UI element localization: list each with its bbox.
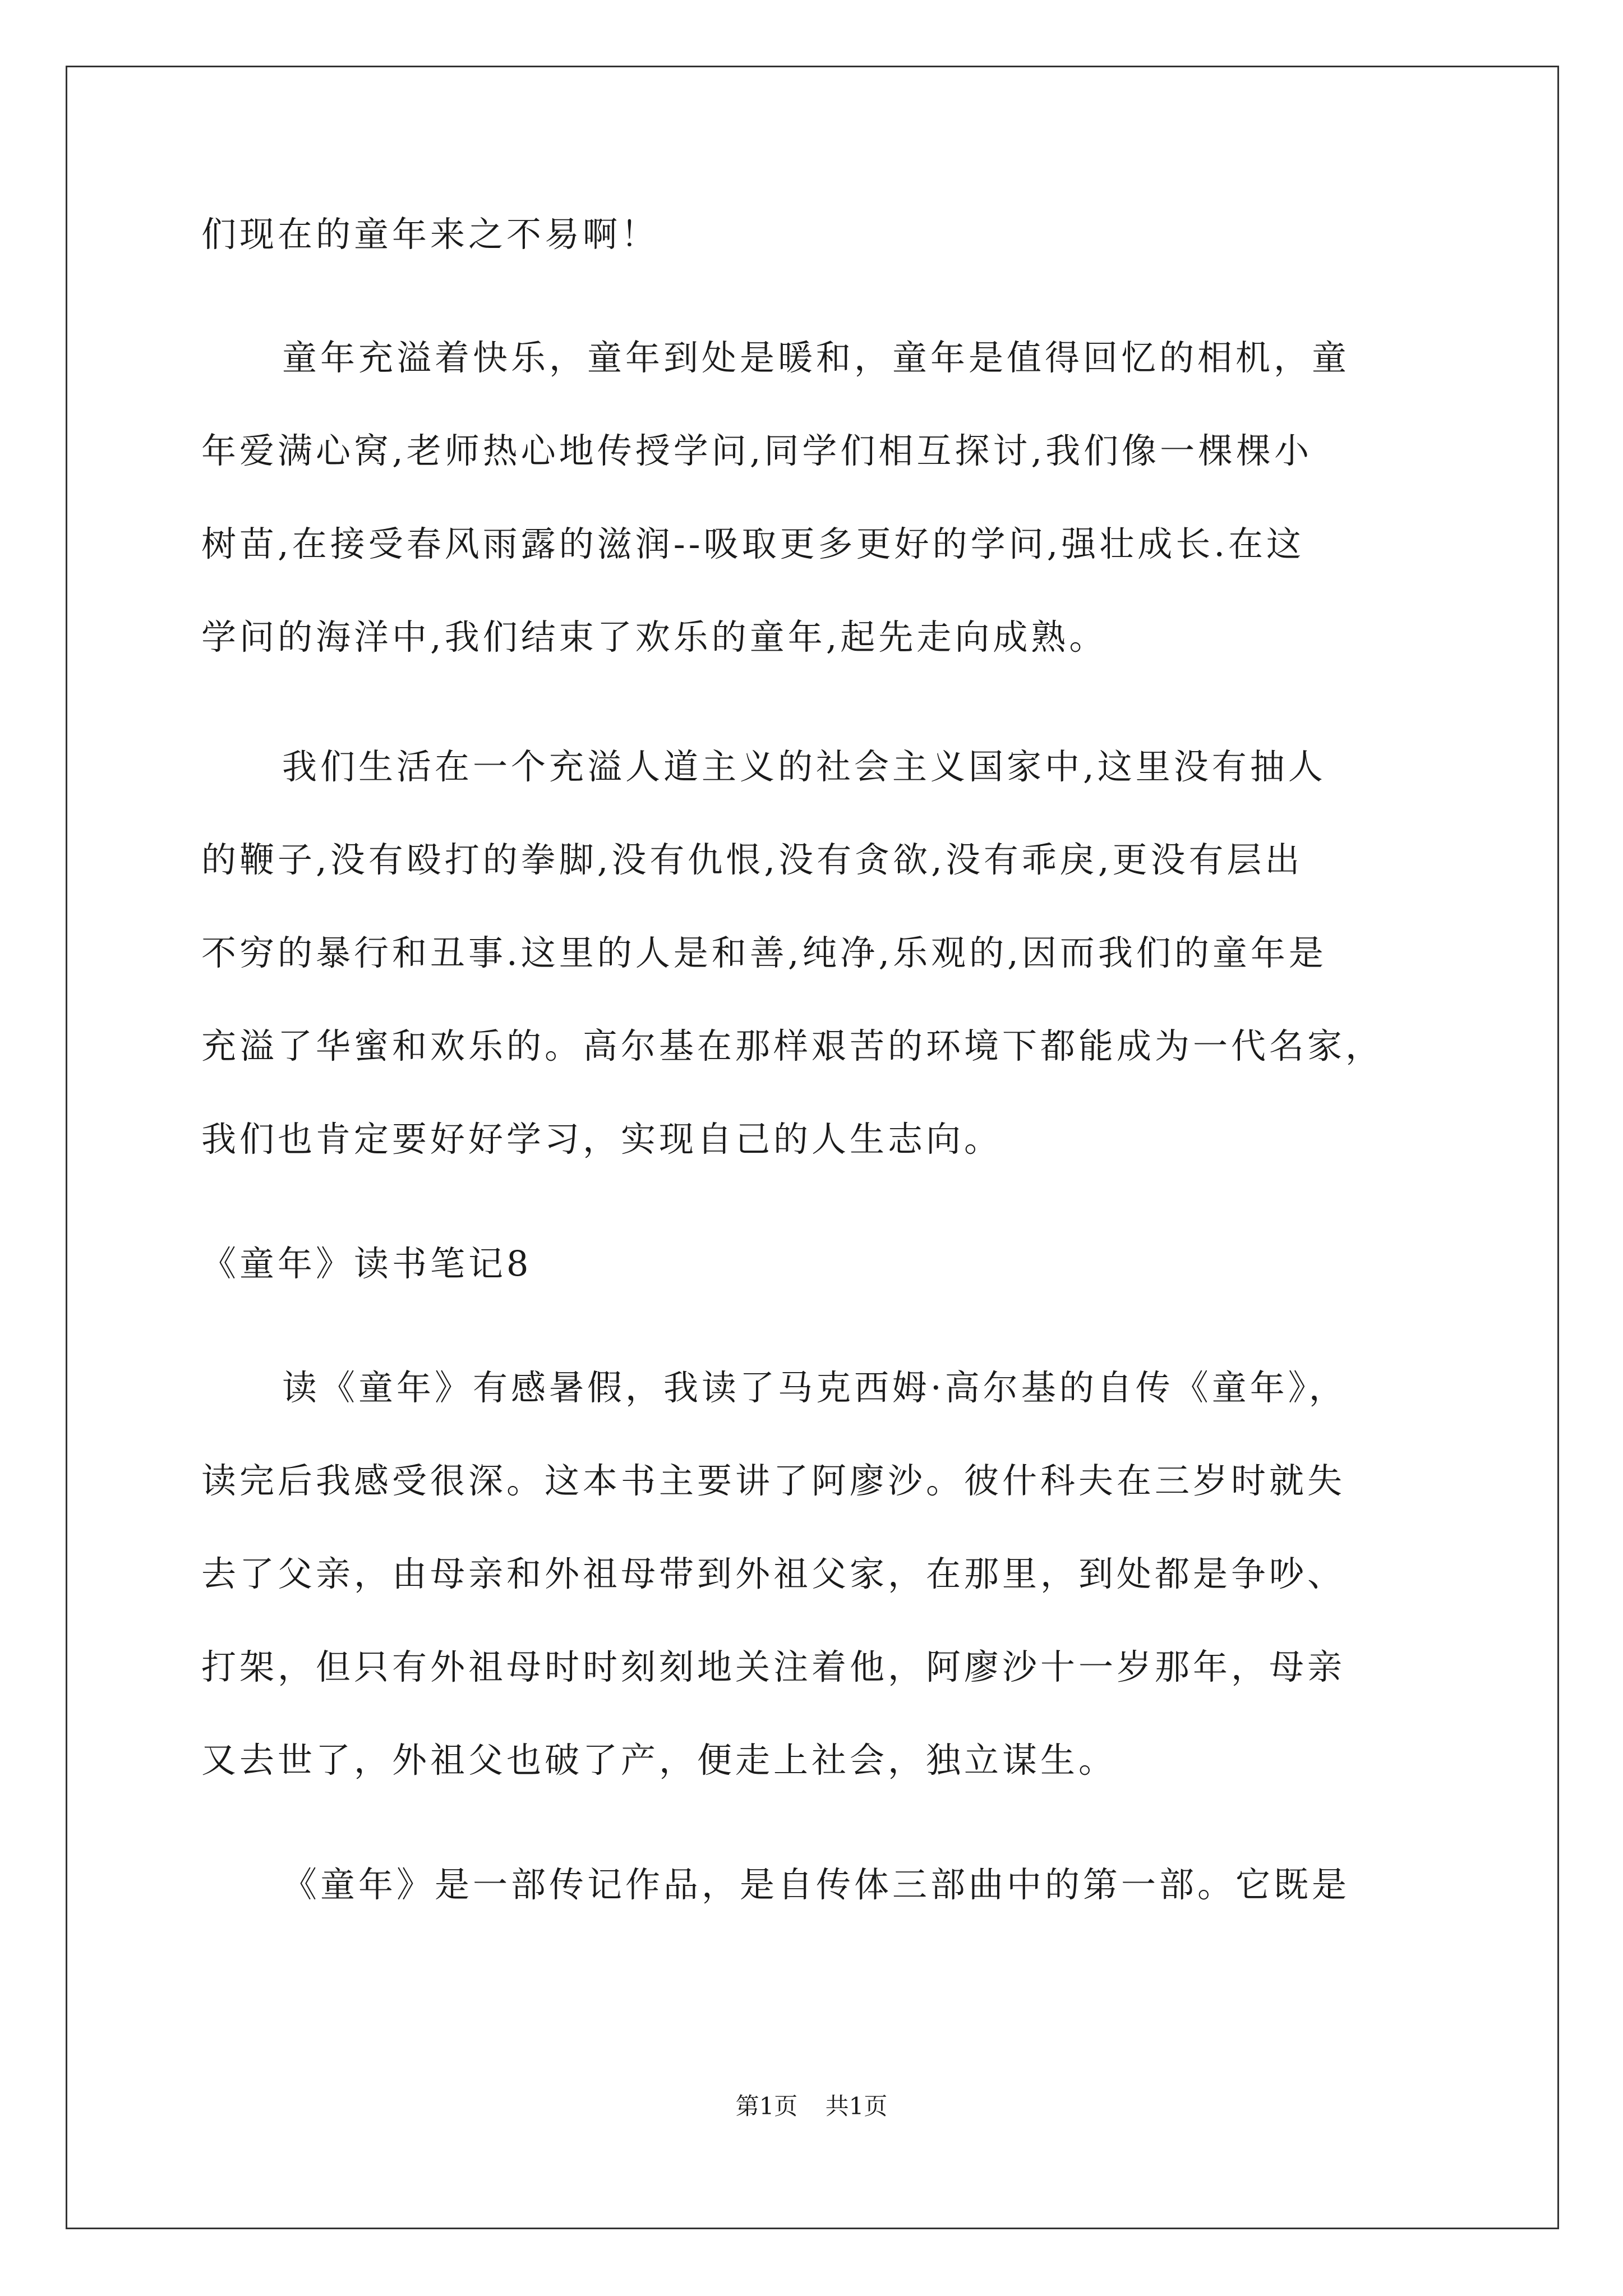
page-number: 第1页 (735, 2092, 798, 2120)
text-line: 的鞭子,没有殴打的拳脚,没有仇恨,没有贪欲,没有乖戾,更没有层出 (201, 839, 1303, 880)
text-line: 我们也肯定要好好学习，实现自己的人生志向。 (201, 1119, 1003, 1159)
text-line: 读完后我感受很深。这本书主要讲了阿廖沙。彼什科夫在三岁时就失 (201, 1460, 1346, 1501)
text-line: 童年充溢着快乐，童年到处是暖和，童年是值得回忆的相机，童 (282, 337, 1350, 378)
page-footer (0, 2090, 1623, 2123)
text-line: 读《童年》有感暑假，我读了马克西姆·高尔基的自传《童年》， (282, 1367, 1347, 1408)
text-line: 年爱满心窝,老师热心地传授学问,同学们相互探讨,我们像一棵棵小 (201, 430, 1313, 471)
text-line: 我们生活在一个充溢人道主义的社会主义国家中,这里没有抽人 (282, 746, 1326, 787)
text-line: 去了父亲，由母亲和外祖母带到外祖父家，在那里，到处都是争吵、 (201, 1553, 1346, 1594)
text-line: 树苗,在接受春风雨露的滋润--吸取更多更好的学问,强壮成长.在这 (201, 523, 1305, 564)
text-line: 不穷的暴行和丑事.这里的人是和善,纯净,乐观的,因而我们的童年是 (201, 932, 1327, 973)
text-line: 学问的海洋中,我们结束了欢乐的童年,起先走向成熟。 (201, 616, 1108, 657)
page-total: 共1页 (825, 2092, 888, 2120)
text-line: 《童年》是一部传记作品，是自传体三部曲中的第一部。它既是 (282, 1864, 1350, 1905)
text-line: 又去世了，外祖父也破了产，便走上社会，独立谋生。 (201, 1740, 1117, 1780)
text-line: 们现在的童年来之不易啊！ (201, 214, 660, 255)
section-heading: 《童年》读书笔记8 (201, 1243, 532, 1284)
text-line: 充溢了华蜜和欢乐的。高尔基在那样艰苦的环境下都能成为一代名家， (201, 1025, 1384, 1066)
text-line: 打架，但只有外祖母时时刻刻地关注着他，阿廖沙十一岁那年，母亲 (201, 1646, 1346, 1687)
